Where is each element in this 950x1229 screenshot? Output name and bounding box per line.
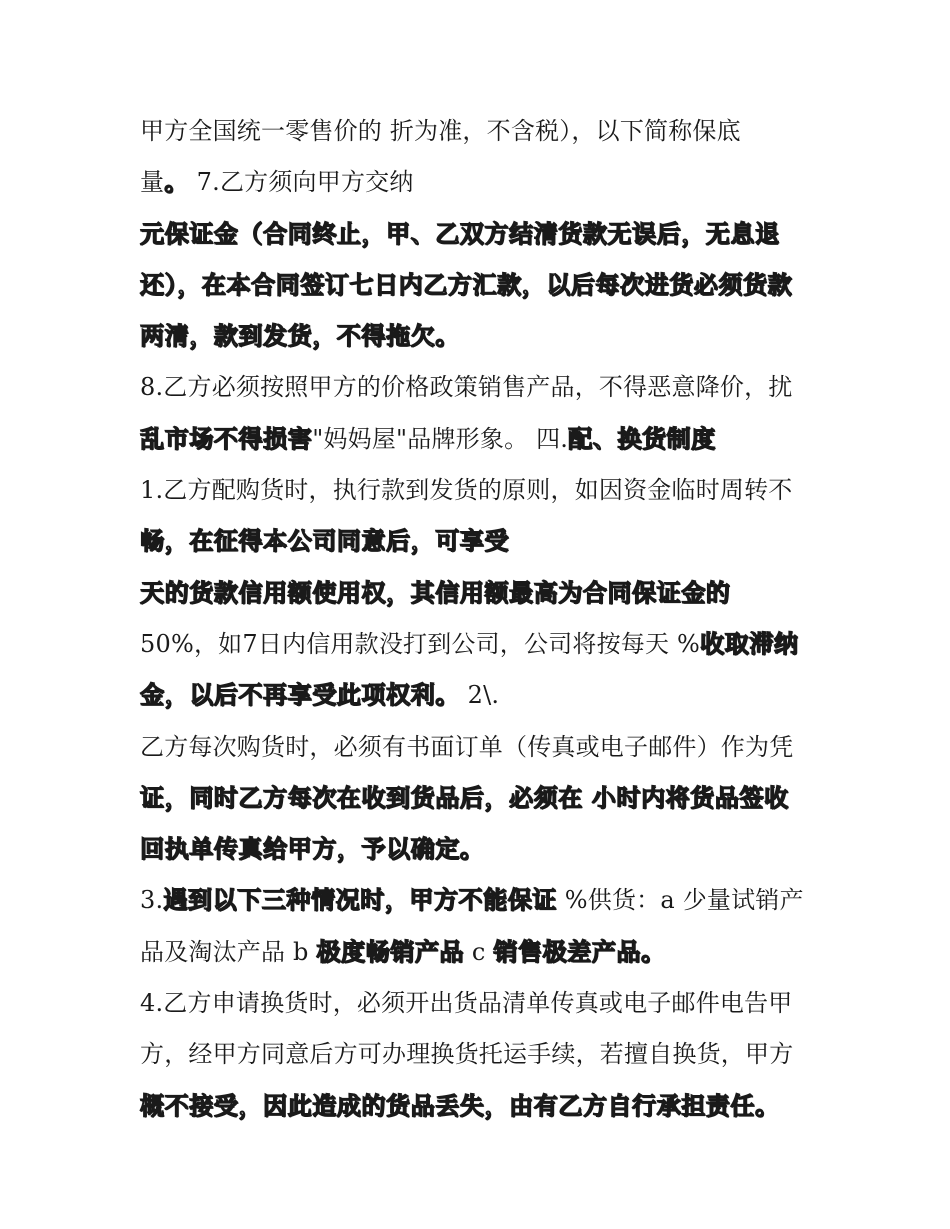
text-segment: 天的货款信用额使用权，其信用额最高为合同保证金的: [140, 578, 731, 607]
text-segment: 回执单传真给甲方，予以确定。: [140, 835, 485, 864]
text-segment: 1.乙方配购货时，执行款到发货的原则，如因资金临时周转不: [140, 476, 793, 505]
text-segment: 两清，款到发货，不得拖欠。: [140, 322, 460, 351]
text-line: [140, 824, 820, 875]
contract-text-body: [140, 106, 820, 1132]
text-line: [140, 670, 820, 721]
text-segment: 2\.: [459, 681, 500, 710]
text-segment: 。: [164, 168, 189, 197]
text-segment: 元保证金（合同终止，甲、乙双方结清货款无误后，无息退: [140, 219, 780, 248]
text-segment: 金，以后不再享受此项权利。: [140, 681, 460, 710]
text-segment: 50%，如7日内信用款没打到公司，公司将按每天 %: [140, 629, 701, 658]
text-line: [140, 978, 820, 1029]
text-segment: 乙方每次购货时，必须有书面订单（传真或电子邮件）作为凭: [140, 732, 794, 761]
text-line: [140, 465, 820, 516]
text-line: [140, 414, 820, 465]
text-segment: 概不接受，因此造成的货品丢失，由有乙方自行承担责任。: [140, 1091, 780, 1120]
text-segment: %供货：a 少量试销产: [556, 886, 804, 915]
text-line: [140, 209, 820, 260]
text-segment: 7.乙方须向甲方交纳: [188, 168, 414, 197]
text-line: [140, 260, 820, 311]
text-line: [140, 362, 820, 413]
text-segment: 量: [140, 168, 165, 197]
text-segment: 极度畅销产品: [316, 937, 465, 966]
text-segment: "妈妈屋"品牌形象。 四.: [312, 424, 569, 453]
text-segment: 甲方全国统一零售价的 折为准，不含税），以下简称保底: [140, 117, 741, 145]
text-segment: 还），在本合同签订七日内乙方汇款，以后每次进货必须货款: [140, 270, 793, 299]
text-segment: 品及淘汰产品 b: [140, 937, 317, 966]
text-segment: 收取滞纳: [700, 629, 799, 658]
text-line: [140, 1081, 820, 1132]
text-segment: c: [464, 937, 494, 966]
text-line: [140, 619, 820, 670]
text-line: [140, 106, 820, 157]
text-segment: 销售极差产品。: [493, 937, 666, 966]
text-line: [140, 157, 820, 208]
text-segment: 证，同时乙方每次在收到货品后，必须在 小时内将货品签收: [140, 783, 789, 812]
text-line: [140, 568, 820, 619]
text-line: [140, 516, 820, 567]
text-segment: 3.: [140, 886, 164, 915]
text-line: [140, 773, 820, 824]
text-line: [140, 927, 820, 978]
text-segment: 遇到以下三种情况时，甲方不能保证: [163, 886, 557, 915]
text-line: [140, 311, 820, 362]
text-segment: 方，经甲方同意后方可办理换货托运手续，若擅自换货，甲方: [140, 1040, 794, 1069]
text-segment: 配、换货制度: [568, 424, 716, 453]
text-line: [140, 875, 820, 926]
text-segment: 4.乙方申请换货时，必须开出货品清单传真或电子邮件电告甲: [140, 989, 793, 1018]
text-segment: 8.乙方必须按照甲方的价格政策销售产品，不得恶意降价，扰: [140, 373, 793, 402]
text-line: [140, 1029, 820, 1080]
text-line: [140, 722, 820, 773]
text-segment: 畅，在征得本公司同意后，可享受: [140, 527, 509, 556]
text-segment: 乱市场不得损害: [140, 424, 313, 453]
